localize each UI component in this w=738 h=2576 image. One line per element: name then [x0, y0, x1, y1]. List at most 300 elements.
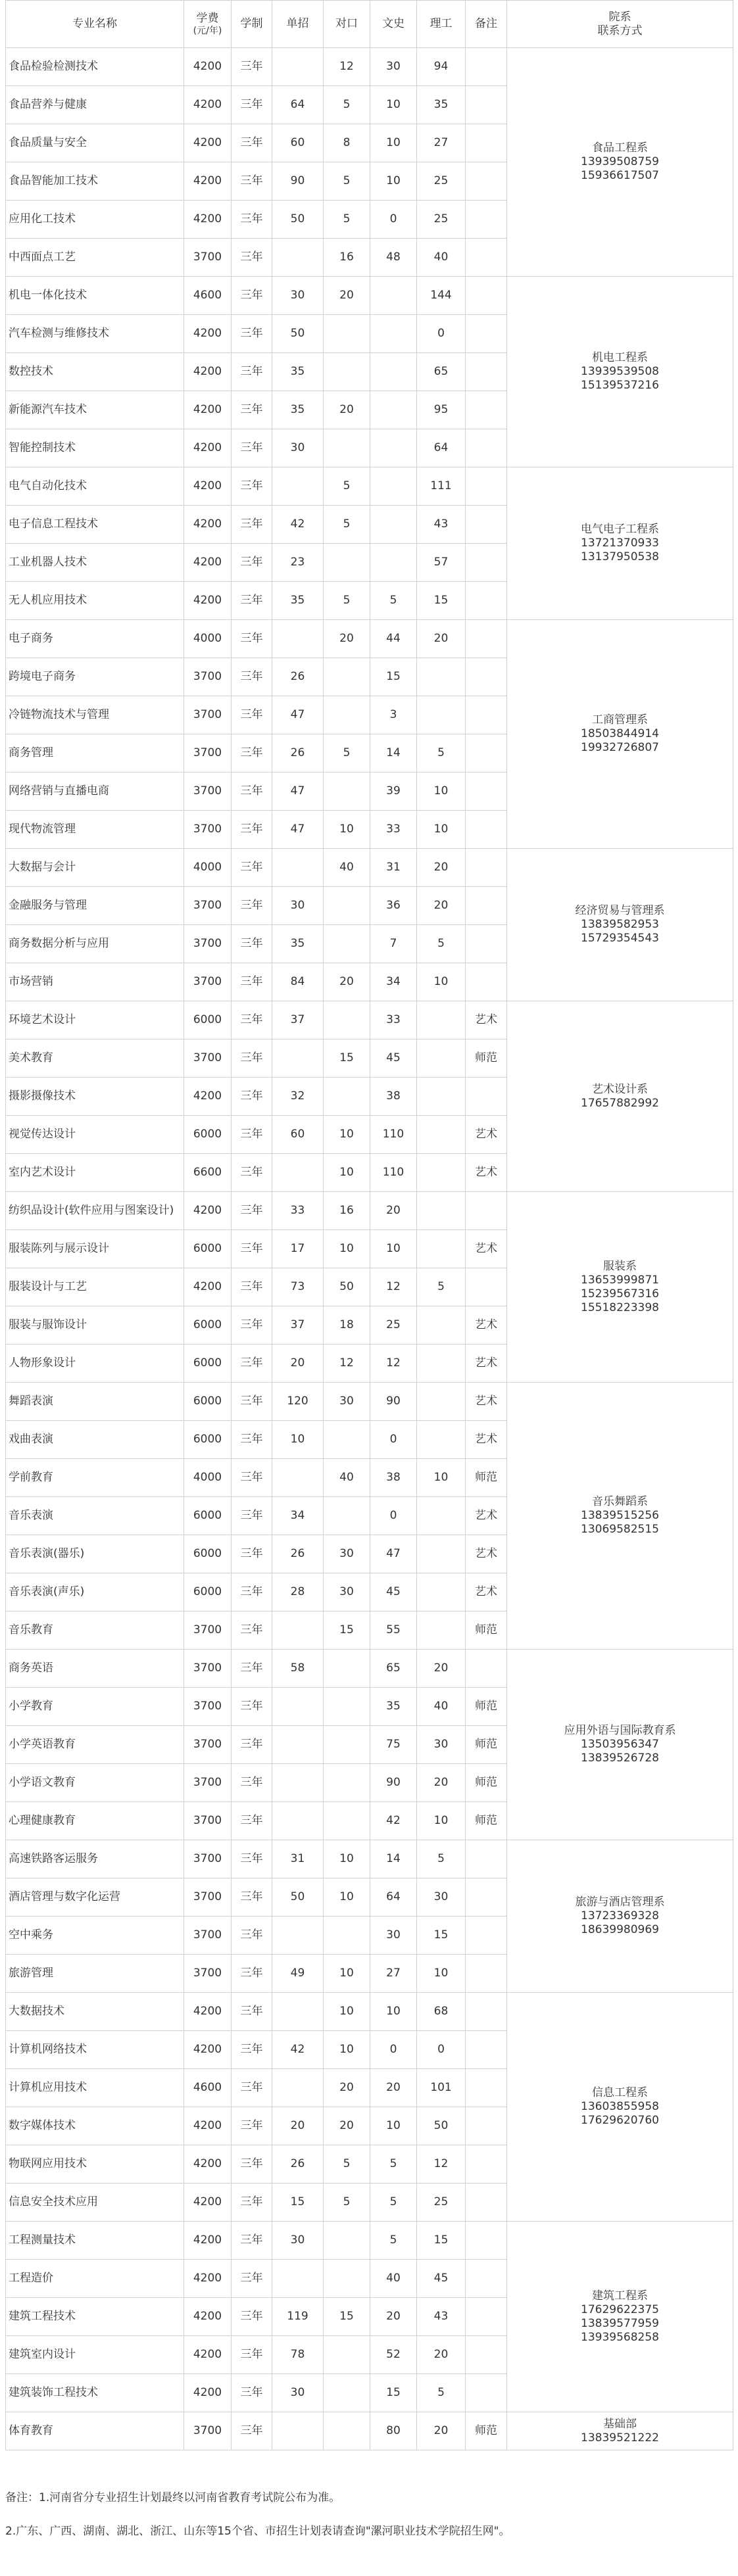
counterpart-cell	[324, 1650, 370, 1688]
single-admission-cell: 119	[272, 2298, 324, 2336]
tuition-cell: 4200	[184, 1078, 232, 1116]
single-admission-cell: 42	[272, 2031, 324, 2069]
tuition-cell: 3700	[184, 1726, 232, 1764]
liberal-arts-cell	[370, 353, 417, 391]
major-name-cell: 计算机应用技术	[6, 2069, 184, 2107]
tuition-cell: 6000	[184, 1001, 232, 1039]
department-name: 食品工程系	[592, 141, 648, 155]
single-admission-cell: 50	[272, 1878, 324, 1917]
tuition-cell: 6000	[184, 1573, 232, 1611]
major-name-cell: 空中乘务	[6, 1917, 184, 1955]
remark-cell	[466, 277, 507, 315]
liberal-arts-cell	[370, 467, 417, 506]
major-name-cell: 体育教育	[6, 2412, 184, 2450]
single-admission-cell	[272, 2260, 324, 2298]
remark-cell	[466, 849, 507, 887]
counterpart-cell: 20	[324, 391, 370, 429]
years-cell: 三年	[232, 620, 272, 658]
department-contact-cell	[507, 1192, 733, 1383]
tuition-cell: 3700	[184, 1917, 232, 1955]
remark-cell	[466, 429, 507, 467]
remark-cell	[466, 925, 507, 963]
science-cell	[417, 696, 466, 734]
header-department	[507, 1, 733, 48]
years-cell: 三年	[232, 658, 272, 696]
science-cell: 20	[417, 849, 466, 887]
tuition-cell: 4200	[184, 506, 232, 544]
major-name-cell: 小学教育	[6, 1688, 184, 1726]
counterpart-cell	[324, 887, 370, 925]
remark-cell	[466, 544, 507, 582]
department-contact-cell	[507, 467, 733, 620]
years-cell: 三年	[232, 1764, 272, 1802]
department-contact-cell	[507, 2412, 733, 2450]
contact-phone: 13137950538	[581, 550, 659, 563]
remark-cell: 艺术	[466, 1573, 507, 1611]
major-name-cell: 摄影摄像技术	[6, 1078, 184, 1116]
years-cell: 三年	[232, 1192, 272, 1230]
liberal-arts-cell: 48	[370, 239, 417, 277]
single-admission-cell: 47	[272, 773, 324, 811]
liberal-arts-cell: 44	[370, 620, 417, 658]
science-cell: 10	[417, 1955, 466, 1993]
liberal-arts-cell: 90	[370, 1764, 417, 1802]
major-name-cell: 建筑工程技术	[6, 2298, 184, 2336]
science-cell: 5	[417, 925, 466, 963]
single-admission-cell: 26	[272, 2145, 324, 2183]
department-name: 服装系	[603, 1259, 637, 1273]
single-admission-cell: 33	[272, 1192, 324, 1230]
counterpart-cell	[324, 353, 370, 391]
science-cell: 95	[417, 391, 466, 429]
single-admission-cell: 35	[272, 391, 324, 429]
header-remark: 备注	[466, 1, 507, 48]
years-cell: 三年	[232, 2374, 272, 2412]
remark-cell	[466, 2107, 507, 2145]
tuition-cell: 3700	[184, 925, 232, 963]
counterpart-cell: 30	[324, 1383, 370, 1421]
major-name-cell: 舞蹈表演	[6, 1383, 184, 1421]
tuition-cell: 4200	[184, 1993, 232, 2031]
remark-cell	[466, 1878, 507, 1917]
years-cell: 三年	[232, 1268, 272, 1306]
counterpart-cell	[324, 1726, 370, 1764]
table-row	[6, 2412, 733, 2450]
department-name: 音乐舞蹈系	[592, 1495, 648, 1508]
single-admission-cell: 35	[272, 353, 324, 391]
department-name: 应用外语与国际教育系	[564, 1724, 676, 1737]
single-admission-cell: 47	[272, 811, 324, 849]
years-cell: 三年	[232, 1878, 272, 1917]
years-cell: 三年	[232, 2260, 272, 2298]
years-cell: 三年	[232, 811, 272, 849]
single-admission-cell: 30	[272, 2222, 324, 2260]
major-name-cell: 美术教育	[6, 1039, 184, 1078]
single-admission-cell: 30	[272, 277, 324, 315]
liberal-arts-cell: 38	[370, 1078, 417, 1116]
remark-cell: 师范	[466, 1459, 507, 1497]
remark-cell	[466, 1650, 507, 1688]
liberal-arts-cell: 110	[370, 1116, 417, 1154]
single-admission-cell	[272, 1802, 324, 1840]
counterpart-cell: 10	[324, 1116, 370, 1154]
liberal-arts-cell: 30	[370, 48, 417, 86]
tuition-cell: 3700	[184, 1764, 232, 1802]
science-cell	[417, 1078, 466, 1116]
tuition-cell: 4600	[184, 277, 232, 315]
science-cell: 12	[417, 2145, 466, 2183]
counterpart-cell	[324, 696, 370, 734]
header-liberal-arts: 文史	[370, 1, 417, 48]
tuition-cell: 6000	[184, 1345, 232, 1383]
years-cell: 三年	[232, 734, 272, 773]
years-cell: 三年	[232, 849, 272, 887]
counterpart-cell	[324, 1421, 370, 1459]
liberal-arts-cell	[370, 506, 417, 544]
counterpart-cell: 16	[324, 1192, 370, 1230]
counterpart-cell	[324, 925, 370, 963]
years-cell: 三年	[232, 1421, 272, 1459]
remark-cell	[466, 620, 507, 658]
header-contact-label: 联系方式	[597, 24, 643, 37]
remark-cell	[466, 1078, 507, 1116]
tuition-cell: 4200	[184, 2222, 232, 2260]
major-name-cell: 高速铁路客运服务	[6, 1840, 184, 1878]
major-name-cell: 心理健康教育	[6, 1802, 184, 1840]
single-admission-cell	[272, 1726, 324, 1764]
science-cell: 5	[417, 2374, 466, 2412]
contact-phone: 13839521222	[581, 2431, 659, 2445]
single-admission-cell: 37	[272, 1001, 324, 1039]
science-cell: 65	[417, 353, 466, 391]
science-cell	[417, 1001, 466, 1039]
years-cell: 三年	[232, 239, 272, 277]
counterpart-cell: 5	[324, 86, 370, 124]
remark-cell: 艺术	[466, 1535, 507, 1573]
science-cell	[417, 1573, 466, 1611]
years-cell: 三年	[232, 124, 272, 162]
counterpart-cell	[324, 1764, 370, 1802]
tuition-cell: 3700	[184, 1878, 232, 1917]
science-cell: 43	[417, 2298, 466, 2336]
single-admission-cell: 23	[272, 544, 324, 582]
liberal-arts-cell: 45	[370, 1039, 417, 1078]
science-cell: 43	[417, 506, 466, 544]
liberal-arts-cell: 15	[370, 658, 417, 696]
remark-cell	[466, 811, 507, 849]
tuition-cell: 4000	[184, 620, 232, 658]
liberal-arts-cell	[370, 315, 417, 353]
counterpart-cell: 20	[324, 963, 370, 1001]
tuition-cell: 4200	[184, 2145, 232, 2183]
table-row	[6, 1993, 733, 2031]
counterpart-cell	[324, 2374, 370, 2412]
single-admission-cell: 37	[272, 1306, 324, 1345]
major-name-cell: 应用化工技术	[6, 201, 184, 239]
single-admission-cell: 20	[272, 2107, 324, 2145]
contact-phone: 13939508759	[581, 155, 659, 168]
single-admission-cell: 60	[272, 124, 324, 162]
contact-phone: 15518223398	[581, 1300, 659, 1314]
contact-phone: 15239567316	[581, 1287, 659, 1300]
tuition-cell: 4200	[184, 2183, 232, 2222]
science-cell: 10	[417, 1802, 466, 1840]
single-admission-cell: 64	[272, 86, 324, 124]
remark-cell	[466, 2374, 507, 2412]
department-name: 工商管理系	[592, 713, 648, 727]
tuition-cell: 4200	[184, 2031, 232, 2069]
liberal-arts-cell: 0	[370, 2031, 417, 2069]
remark-cell: 艺术	[466, 1116, 507, 1154]
header-single-admission: 单招	[272, 1, 324, 48]
tuition-cell: 4200	[184, 353, 232, 391]
tuition-cell: 3700	[184, 239, 232, 277]
table-row	[6, 1192, 733, 1230]
counterpart-cell	[324, 658, 370, 696]
contact-phone: 17629622375	[581, 2302, 659, 2316]
liberal-arts-cell: 45	[370, 1573, 417, 1611]
table-row	[6, 1840, 733, 1878]
science-cell: 35	[417, 86, 466, 124]
remark-cell: 艺术	[466, 1001, 507, 1039]
liberal-arts-cell: 35	[370, 1688, 417, 1726]
counterpart-cell: 15	[324, 2298, 370, 2336]
science-cell: 20	[417, 1650, 466, 1688]
single-admission-cell: 28	[272, 1573, 324, 1611]
counterpart-cell: 18	[324, 1306, 370, 1345]
single-admission-cell: 30	[272, 2374, 324, 2412]
years-cell: 三年	[232, 1993, 272, 2031]
single-admission-cell: 31	[272, 1840, 324, 1878]
contact-phone: 13839582953	[581, 918, 659, 931]
liberal-arts-cell	[370, 429, 417, 467]
single-admission-cell: 17	[272, 1230, 324, 1268]
major-name-cell: 音乐表演(声乐)	[6, 1573, 184, 1611]
department-name: 建筑工程系	[592, 2289, 648, 2302]
science-cell: 64	[417, 429, 466, 467]
counterpart-cell: 30	[324, 1573, 370, 1611]
remark-cell	[466, 48, 507, 86]
liberal-arts-cell: 5	[370, 2222, 417, 2260]
tuition-cell: 4200	[184, 315, 232, 353]
contact-phone: 17657882992	[581, 1096, 659, 1110]
major-name-cell: 跨境电子商务	[6, 658, 184, 696]
science-cell: 45	[417, 2260, 466, 2298]
major-name-cell: 大数据与会计	[6, 849, 184, 887]
table-row	[6, 1650, 733, 1688]
years-cell: 三年	[232, 1573, 272, 1611]
liberal-arts-cell: 33	[370, 1001, 417, 1039]
tuition-cell: 4200	[184, 201, 232, 239]
contact-phone: 13839515256	[581, 1509, 659, 1522]
tuition-cell: 3700	[184, 1688, 232, 1726]
counterpart-cell: 10	[324, 1993, 370, 2031]
remark-cell	[466, 2031, 507, 2069]
table-body	[6, 48, 733, 2450]
single-admission-cell: 26	[272, 658, 324, 696]
remark-cell	[466, 658, 507, 696]
tuition-cell: 6000	[184, 1497, 232, 1535]
table-row	[6, 620, 733, 658]
years-cell: 三年	[232, 1726, 272, 1764]
major-name-cell: 信息安全技术应用	[6, 2183, 184, 2222]
single-admission-cell	[272, 849, 324, 887]
counterpart-cell: 5	[324, 162, 370, 201]
liberal-arts-cell: 10	[370, 1230, 417, 1268]
major-name-cell: 戏曲表演	[6, 1421, 184, 1459]
years-cell: 三年	[232, 1688, 272, 1726]
science-cell: 68	[417, 1993, 466, 2031]
contact-phone: 13721370933	[581, 537, 659, 550]
major-name-cell: 商务英语	[6, 1650, 184, 1688]
counterpart-cell: 20	[324, 620, 370, 658]
tuition-cell: 6000	[184, 1116, 232, 1154]
remark-cell	[466, 2298, 507, 2336]
single-admission-cell: 47	[272, 696, 324, 734]
liberal-arts-cell: 5	[370, 582, 417, 620]
major-name-cell: 服装设计与工艺	[6, 1268, 184, 1306]
science-cell: 20	[417, 2336, 466, 2374]
remark-cell	[466, 2260, 507, 2298]
major-name-cell: 网络营销与直播电商	[6, 773, 184, 811]
counterpart-cell: 10	[324, 1955, 370, 1993]
single-admission-cell	[272, 620, 324, 658]
science-cell	[417, 1421, 466, 1459]
major-name-cell: 新能源汽车技术	[6, 391, 184, 429]
tuition-cell: 4200	[184, 162, 232, 201]
tuition-cell: 6600	[184, 1154, 232, 1192]
single-admission-cell: 90	[272, 162, 324, 201]
department-contact-cell	[507, 1993, 733, 2222]
single-admission-cell: 10	[272, 1421, 324, 1459]
years-cell: 三年	[232, 353, 272, 391]
single-admission-cell	[272, 239, 324, 277]
tuition-cell: 3700	[184, 963, 232, 1001]
single-admission-cell	[272, 2412, 324, 2450]
years-cell: 三年	[232, 2069, 272, 2107]
years-cell: 三年	[232, 1802, 272, 1840]
admission-plan-sheet	[5, 0, 733, 2450]
major-name-cell: 商务数据分析与应用	[6, 925, 184, 963]
liberal-arts-cell: 40	[370, 2260, 417, 2298]
science-cell: 5	[417, 1268, 466, 1306]
major-name-cell: 环境艺术设计	[6, 1001, 184, 1039]
liberal-arts-cell: 10	[370, 124, 417, 162]
department-name: 基础部	[603, 2417, 637, 2431]
remark-cell: 艺术	[466, 1383, 507, 1421]
years-cell: 三年	[232, 2183, 272, 2222]
liberal-arts-cell: 5	[370, 2145, 417, 2183]
contact-phone: 13723369328	[581, 1909, 659, 1922]
contact-phone: 19932726807	[581, 741, 659, 754]
liberal-arts-cell: 10	[370, 1993, 417, 2031]
department-contact-cell	[507, 277, 733, 467]
contact-phone: 15729354543	[581, 932, 659, 945]
science-cell: 94	[417, 48, 466, 86]
remark-cell: 师范	[466, 1802, 507, 1840]
science-cell: 0	[417, 315, 466, 353]
years-cell: 三年	[232, 773, 272, 811]
years-cell: 三年	[232, 1650, 272, 1688]
counterpart-cell: 12	[324, 1345, 370, 1383]
table-row	[6, 1001, 733, 1039]
tuition-cell: 6000	[184, 1230, 232, 1268]
major-name-cell: 大数据技术	[6, 1993, 184, 2031]
single-admission-cell: 26	[272, 1535, 324, 1573]
department-name: 旅游与酒店管理系	[575, 1896, 665, 1909]
years-cell: 三年	[232, 1459, 272, 1497]
single-admission-cell: 60	[272, 1116, 324, 1154]
years-cell: 三年	[232, 1383, 272, 1421]
science-cell	[417, 1192, 466, 1230]
tuition-cell: 3700	[184, 1650, 232, 1688]
department-contact-cell	[507, 1001, 733, 1192]
major-name-cell: 商务管理	[6, 734, 184, 773]
single-admission-cell: 35	[272, 925, 324, 963]
major-name-cell: 服装与服饰设计	[6, 1306, 184, 1345]
counterpart-cell: 40	[324, 849, 370, 887]
counterpart-cell	[324, 1001, 370, 1039]
science-cell: 30	[417, 1726, 466, 1764]
science-cell: 25	[417, 2183, 466, 2222]
contact-phone: 13653999871	[581, 1273, 659, 1287]
major-name-cell: 电气自动化技术	[6, 467, 184, 506]
tuition-cell: 4200	[184, 582, 232, 620]
liberal-arts-cell: 110	[370, 1154, 417, 1192]
major-name-cell: 纺织品设计(软件应用与图案设计)	[6, 1192, 184, 1230]
tuition-cell: 4200	[184, 2336, 232, 2374]
single-admission-cell: 84	[272, 963, 324, 1001]
science-cell	[417, 1039, 466, 1078]
single-admission-cell: 32	[272, 1078, 324, 1116]
years-cell: 三年	[232, 162, 272, 201]
tuition-cell: 4200	[184, 2260, 232, 2298]
counterpart-cell: 20	[324, 2069, 370, 2107]
science-cell: 20	[417, 2412, 466, 2450]
major-name-cell: 工程测量技术	[6, 2222, 184, 2260]
tuition-cell: 4200	[184, 467, 232, 506]
science-cell: 30	[417, 1878, 466, 1917]
tuition-cell: 3700	[184, 696, 232, 734]
single-admission-cell: 15	[272, 2183, 324, 2222]
header-science: 理工	[417, 1, 466, 48]
remark-cell	[466, 239, 507, 277]
years-cell: 三年	[232, 315, 272, 353]
years-cell: 三年	[232, 1230, 272, 1268]
science-cell: 25	[417, 201, 466, 239]
years-cell: 三年	[232, 1497, 272, 1535]
remark-cell	[466, 963, 507, 1001]
years-cell: 三年	[232, 391, 272, 429]
science-cell: 0	[417, 2031, 466, 2069]
years-cell: 三年	[232, 2031, 272, 2069]
counterpart-cell: 50	[324, 1268, 370, 1306]
major-name-cell: 小学英语教育	[6, 1726, 184, 1764]
remark-cell	[466, 1993, 507, 2031]
header-tuition-unit: (元/年)	[193, 25, 222, 36]
years-cell: 三年	[232, 506, 272, 544]
single-admission-cell: 73	[272, 1268, 324, 1306]
tuition-cell: 4200	[184, 1268, 232, 1306]
header-department-label: 院系	[608, 10, 631, 24]
counterpart-cell	[324, 315, 370, 353]
years-cell: 三年	[232, 48, 272, 86]
tuition-cell: 6000	[184, 1421, 232, 1459]
single-admission-cell: 20	[272, 1345, 324, 1383]
contact-phone: 13839526728	[581, 1752, 659, 1765]
tuition-cell: 4200	[184, 2374, 232, 2412]
remark-cell: 艺术	[466, 1154, 507, 1192]
